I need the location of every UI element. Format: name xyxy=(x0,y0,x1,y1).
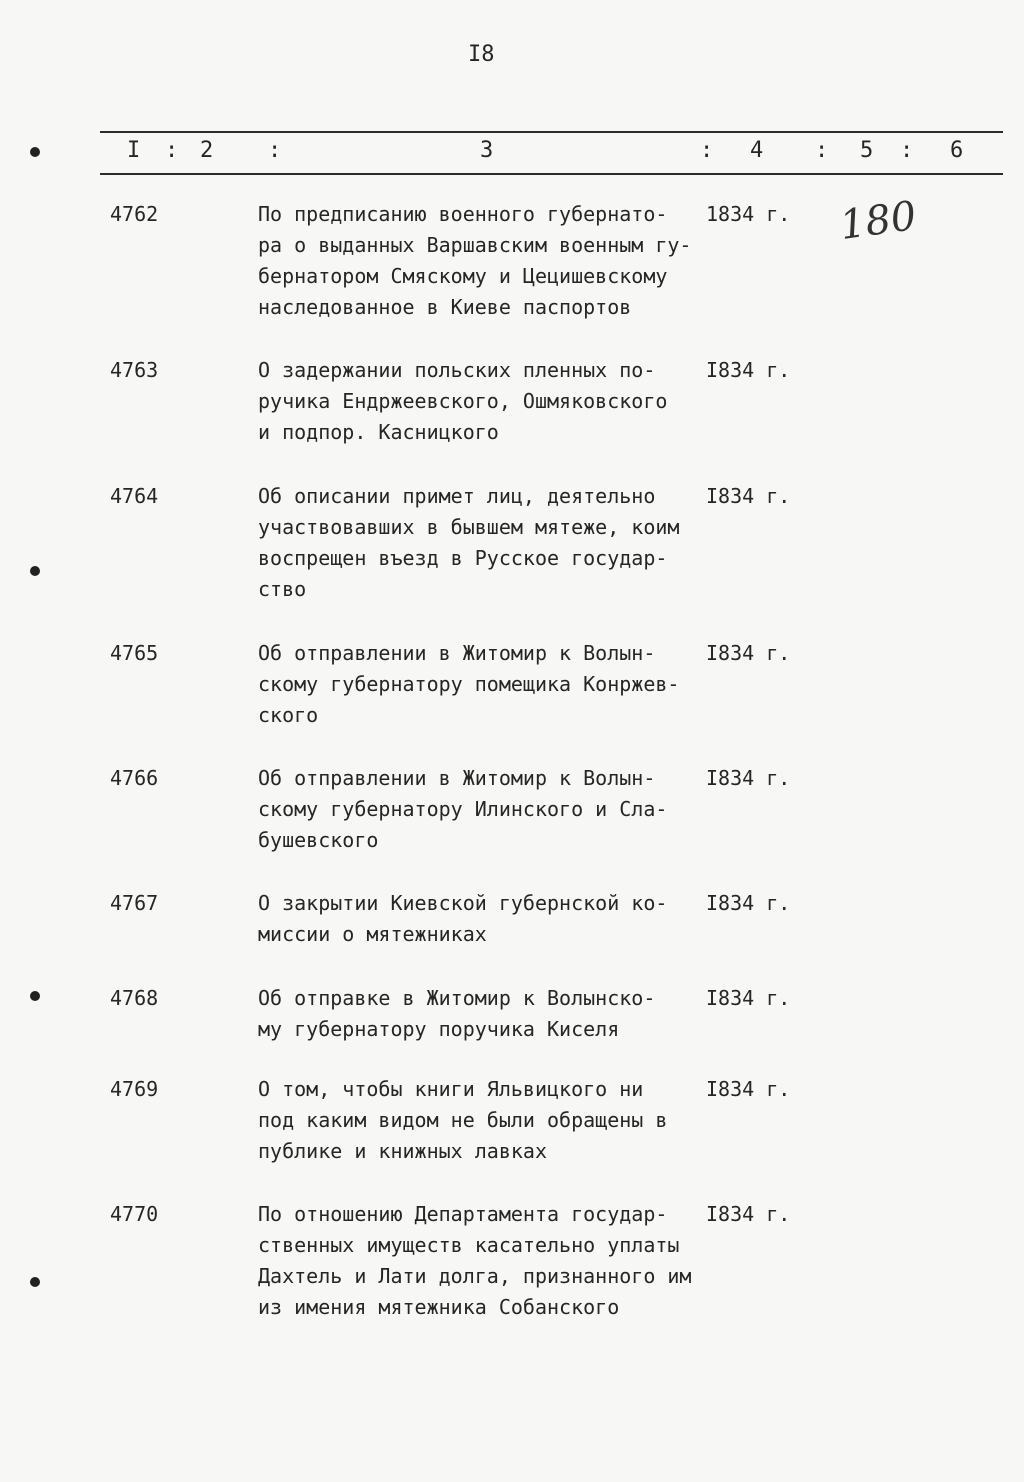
case-date: 1834 г. xyxy=(706,202,791,226)
case-description: По отношению Департамента государ- ственных имуществ касательно уплаты Дахтель и Лати долга, признанного им из имения мятежника Собанского xyxy=(258,1202,692,1319)
case-date: I834 г. xyxy=(706,891,791,915)
case-number: 4762 xyxy=(110,202,159,226)
column-header-5: 5 xyxy=(860,138,874,163)
punch-hole xyxy=(30,147,40,157)
case-date: I834 г. xyxy=(706,484,791,508)
column-separator: : xyxy=(815,138,829,163)
case-date: I834 г. xyxy=(706,358,791,382)
case-description: Об отправлении в Житомир к Волын- скому губернатору помещика Конржев- ского xyxy=(258,641,680,727)
case-number: 4763 xyxy=(110,358,159,382)
punch-hole xyxy=(30,991,40,1001)
case-date: I834 г. xyxy=(706,1077,791,1101)
case-number: 4770 xyxy=(110,1202,159,1226)
column-header-6: 6 xyxy=(950,138,964,163)
case-number: 4765 xyxy=(110,641,159,665)
case-number: 4767 xyxy=(110,891,159,915)
header-rule-top xyxy=(100,131,1003,133)
case-description: Об отправке в Житомир к Волынско- му губернатору поручика Киселя xyxy=(258,986,656,1041)
case-description: О закрытии Киевской губернской ко- миссии о мятежниках xyxy=(258,891,668,946)
page-number: I8 xyxy=(468,42,495,67)
column-header-2: 2 xyxy=(200,138,214,163)
column-separator: : xyxy=(900,138,914,163)
handwritten-sheet-number: 180 xyxy=(837,192,920,250)
case-number: 4768 xyxy=(110,986,159,1010)
column-separator: : xyxy=(700,138,714,163)
punch-hole xyxy=(30,1277,40,1287)
case-description: О том, чтобы книги Яльвицкого ни под каким видом не были обращены в публике и книжных лавках xyxy=(258,1077,668,1163)
column-header-1: I xyxy=(127,138,141,163)
case-description: Об отправлении в Житомир к Волын- скому губернатору Илинского и Сла- бушевского xyxy=(258,766,668,852)
column-separator: : xyxy=(165,138,179,163)
case-date: I834 г. xyxy=(706,986,791,1010)
header-rule-bottom xyxy=(100,173,1003,175)
case-date: I834 г. xyxy=(706,1202,791,1226)
case-number: 4766 xyxy=(110,766,159,790)
case-description: Об описании примет лиц, деятельно участвовавших в бывшем мятеже, коим воспрещен въезд в Русское государ- ство xyxy=(258,484,680,601)
punch-hole xyxy=(30,566,40,576)
case-date: I834 г. xyxy=(706,641,791,665)
case-number: 4764 xyxy=(110,484,159,508)
case-description: По предписанию военного губернато- ра о выданных Варшавским военным гу- бернатором Смяскому и Цецишевскому наследованное в Киеве паспортов xyxy=(258,202,692,319)
column-separator: : xyxy=(268,138,282,163)
case-description: О задержании польских пленных по- ручика Ендржеевского, Ошмяковского и подпор. Касницкого xyxy=(258,358,668,444)
column-header-4: 4 xyxy=(750,138,764,163)
column-header-3: 3 xyxy=(480,138,494,163)
case-number: 4769 xyxy=(110,1077,159,1101)
case-date: I834 г. xyxy=(706,766,791,790)
